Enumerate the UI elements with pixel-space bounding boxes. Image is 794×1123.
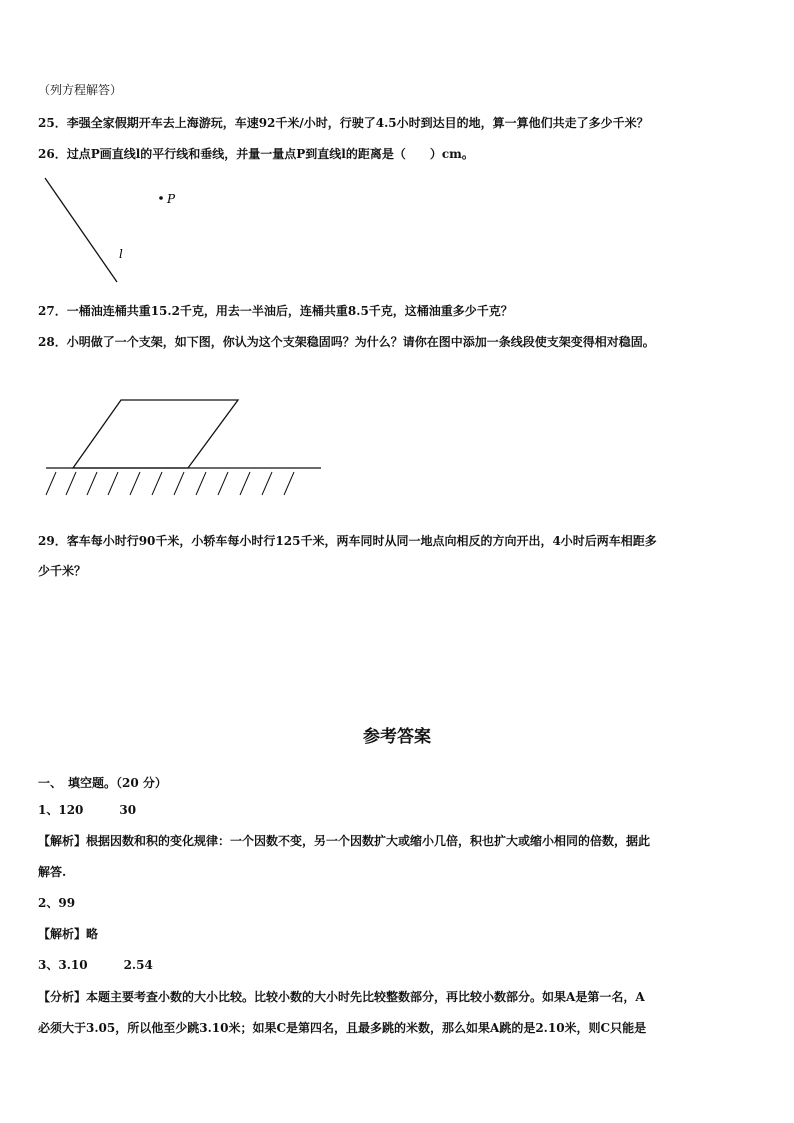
- equation-note: （列方程解答）: [38, 83, 123, 97]
- point-p-label: P: [167, 192, 176, 206]
- question-25: 25．李强全家假期开车去上海游玩，车速92千米/小时，行驶了4.5小时到达目的地，算一算他们共走了多少千米？: [38, 116, 649, 130]
- answer-2: 2、99: [38, 896, 76, 910]
- question-27: 27．一桶油连桶共重15.2千克，用去一半油后，连桶共重8.5千克，这桶油重多少千克？: [38, 304, 513, 318]
- line-l-label: l: [119, 247, 123, 261]
- point-p: [159, 196, 163, 200]
- section-fill-in: 一、 填空题。（20 分）: [38, 776, 167, 790]
- answer-3: [38, 957, 153, 973]
- answer-1-explanation-2: 解答.: [38, 865, 67, 879]
- answer-1: [38, 802, 136, 818]
- question-29-line1: 29．客车每小时行90千米，小轿车每小时行125千米，两车同时从同一地点向相反的方向开出，4小时后两车相距多: [38, 534, 657, 548]
- answer-key-title: 参考答案: [363, 727, 431, 747]
- answer-1-value-2: 30: [119, 803, 137, 817]
- answer-1-value-1: 1、120: [38, 803, 84, 817]
- answer-3-explanation-1: 【分析】本题主要考查小数的大小比较。比较小数的大小时先比较整数部分，再比较小数部分。如果A是第一名，A: [38, 990, 645, 1004]
- question-29-line2: 少千米？: [38, 564, 87, 578]
- answer-2-explanation: 【解析】略: [38, 927, 99, 941]
- line-l: [45, 178, 117, 282]
- answer-3-value-2: 2.54: [123, 958, 153, 972]
- ground-hatching: [46, 472, 294, 495]
- answer-1-explanation-1: 【解析】根据因数和积的变化规律：一个因数不变，另一个因数扩大或缩小几倍，积也扩大或缩小相同的倍数，据此: [38, 834, 651, 848]
- answer-3-explanation-2: 必须大于3.05，所以他至少跳3.10米；如果C是第四名，且最多跳的米数，那么如果A跳的是2.10米，则C只能是: [38, 1021, 647, 1035]
- parallelogram-bracket: [73, 400, 238, 468]
- answer-3-value-1: 3、3.10: [38, 958, 88, 972]
- question-28: 28．小明做了一个支架，如下图，你认为这个支架稳固吗？为什么？请你在图中添加一条线段使支架变得相对稳固。: [38, 335, 655, 349]
- figure-28: [46, 400, 321, 495]
- question-26: 26．过点P画直线l的平行线和垂线，并量一量点P到直线l的距离是（ ）cm。: [38, 147, 474, 161]
